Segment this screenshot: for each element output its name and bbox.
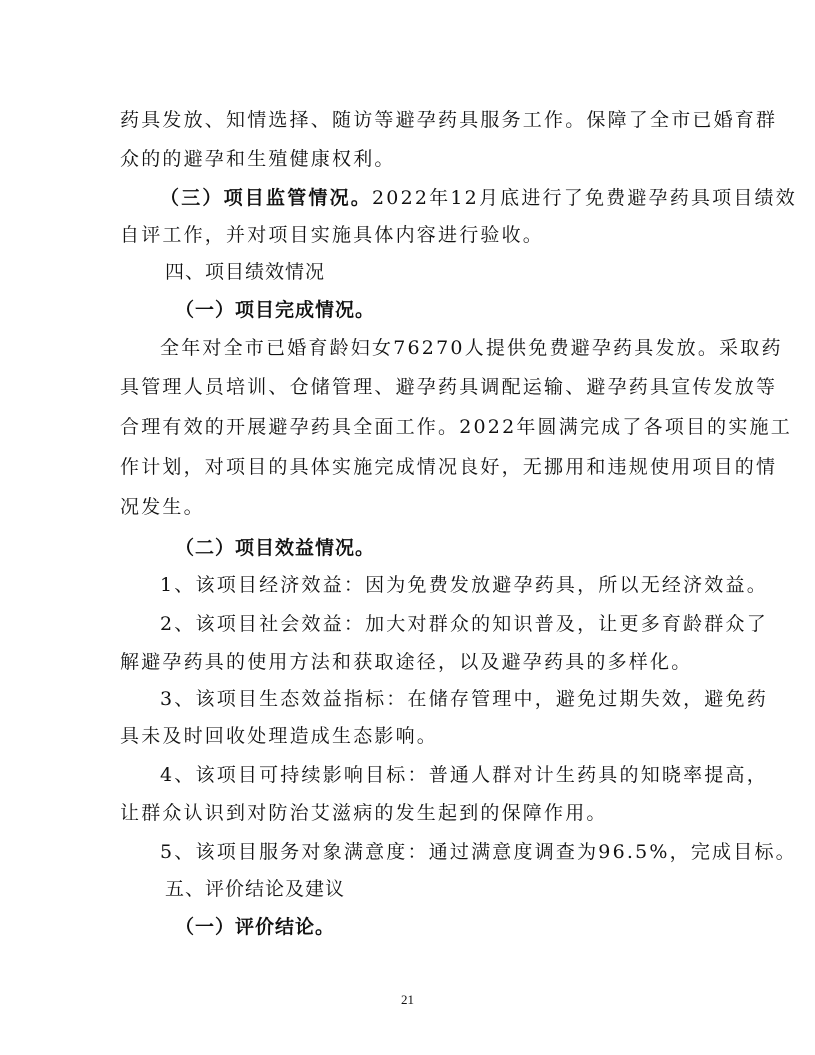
list-item-continuation: 具未及时回收处理造成生态影响。: [120, 725, 439, 747]
subsection-heading: （一）评价结论。: [175, 916, 336, 938]
list-item: 4、该项目可持续影响目标：普通人群对计生药具的知晓率提高，: [160, 764, 768, 786]
section-heading: 四、项目绩效情况: [165, 261, 326, 283]
subsection-heading: （二）项目效益情况。: [175, 537, 376, 559]
list-item: 5、该项目服务对象满意度：通过满意度调查为96.5%，完成目标。: [160, 841, 797, 863]
paragraph-text: 2022年12月底进行了免费避孕药具项目绩效: [372, 187, 797, 209]
subsection-heading: （一）项目完成情况。: [175, 299, 376, 321]
list-item: 2、该项目社会效益：加大对群众的知识普及，让更多育龄群众了: [160, 613, 768, 635]
list-item-continuation: 解避孕药具的使用方法和获取途径，以及避孕药具的多样化。: [120, 651, 693, 673]
paragraph-line: 全年对全市已婚育龄妇女76270人提供免费避孕药具发放。采取药: [160, 337, 783, 359]
section-heading: 五、评价结论及建议: [165, 878, 346, 900]
page-number: 21: [401, 992, 414, 1007]
section-heading-inline: （三）项目监管情况。: [160, 187, 373, 209]
paragraph-line: 况发生。: [120, 496, 205, 518]
list-item: 1、该项目经济效益：因为免费发放避孕药具，所以无经济效益。: [160, 574, 768, 596]
list-item-continuation: 让群众认识到对防治艾滋病的发生起到的保障作用。: [120, 802, 608, 824]
paragraph-line: [160, 186, 797, 210]
paragraph-line: 作计划，对项目的具体实施完成情况良好，无挪用和违规使用项目的情: [120, 456, 778, 478]
paragraph-line: 自评工作，并对项目实施具体内容进行验收。: [120, 224, 545, 246]
paragraph-line: 具管理人员培训、仓储管理、避孕药具调配运输、避孕药具宣传发放等: [120, 376, 778, 398]
paragraph-line: 合理有效的开展避孕药具全面工作。2022年圆满完成了各项目的实施工: [120, 416, 792, 438]
paragraph-line: 众的的避孕和生殖健康权利。: [120, 148, 396, 170]
paragraph-line: 药具发放、知情选择、随访等避孕药具服务工作。保障了全市已婚育群: [120, 109, 778, 131]
list-item: 3、该项目生态效益指标：在储存管理中，避免过期失效，避免药: [160, 688, 768, 710]
